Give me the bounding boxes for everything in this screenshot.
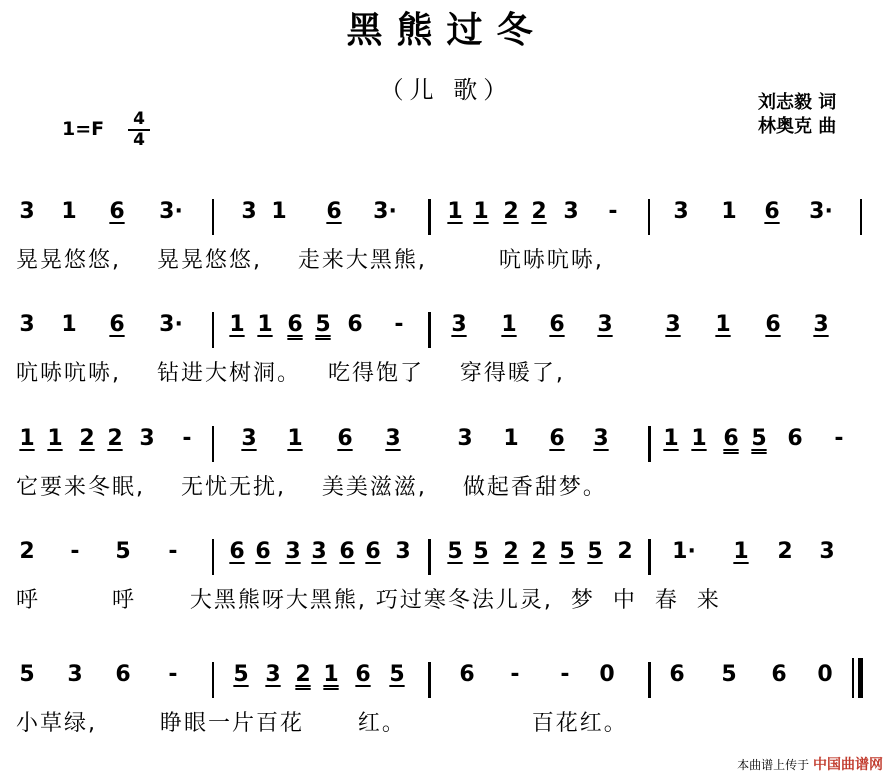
- note: 3: [819, 539, 835, 564]
- note: 6: [669, 662, 685, 687]
- note: 6: [287, 312, 303, 337]
- note: 6: [347, 312, 363, 337]
- bar-line: [428, 539, 431, 575]
- note: 5: [315, 312, 331, 337]
- bar-line: [212, 312, 214, 348]
- note: 3: [241, 426, 257, 451]
- note: 1: [691, 426, 707, 451]
- bar-line: [212, 539, 214, 575]
- score-line-1: [0, 199, 893, 289]
- note: 3: [563, 199, 579, 224]
- note: 5: [233, 662, 249, 687]
- note: 2: [503, 539, 519, 564]
- note: 1: [61, 312, 77, 337]
- note: 3·: [809, 199, 833, 224]
- note: 6: [109, 199, 125, 224]
- note: 5: [721, 662, 737, 687]
- note: 2: [503, 199, 519, 224]
- note: 5: [19, 662, 35, 687]
- note: 3: [673, 199, 689, 224]
- bar-line: [428, 199, 431, 235]
- notation-line: [0, 199, 893, 235]
- note: 3: [311, 539, 327, 564]
- note: -: [510, 662, 520, 687]
- note: 1: [721, 199, 737, 224]
- note: 3: [139, 426, 155, 451]
- lyric-line: 它要来冬眠, 无忧无扰, 美美滋滋, 做起香甜梦。: [16, 475, 607, 500]
- note: 6: [764, 199, 780, 224]
- note: 1: [733, 539, 749, 564]
- note: 6: [765, 312, 781, 337]
- note: 6: [459, 662, 475, 687]
- lyric-line: 晃晃悠悠, 晃晃悠悠, 走来大黑熊, 吭哧吭哧,: [16, 248, 604, 273]
- note: 5: [473, 539, 489, 564]
- note: 3: [385, 426, 401, 451]
- bar-line: [860, 199, 862, 235]
- note: 2: [531, 539, 547, 564]
- note: 0: [599, 662, 615, 687]
- note: 6: [355, 662, 371, 687]
- note: 6: [549, 312, 565, 337]
- note: 1: [19, 426, 35, 451]
- note: 6: [109, 312, 125, 337]
- note: 6: [337, 426, 353, 451]
- note: -: [560, 662, 570, 687]
- note: 1: [271, 199, 287, 224]
- note: 3·: [159, 312, 183, 337]
- note: 3: [265, 662, 281, 687]
- bar-line: [648, 539, 651, 575]
- note: 3: [593, 426, 609, 451]
- note: 6: [723, 426, 739, 451]
- lyricist-credit: 刘志毅 词: [758, 92, 837, 113]
- note: 3: [285, 539, 301, 564]
- note: 6: [255, 539, 271, 564]
- note: 5: [115, 539, 131, 564]
- note: 6: [115, 662, 131, 687]
- note: 3: [597, 312, 613, 337]
- note: -: [608, 199, 618, 224]
- note: 1: [663, 426, 679, 451]
- notation-line: [0, 426, 893, 462]
- note: 1: [473, 199, 489, 224]
- note: 5: [587, 539, 603, 564]
- bar-line: [648, 426, 651, 462]
- note: 6: [229, 539, 245, 564]
- note: 1: [47, 426, 63, 451]
- song-subtitle: （儿 歌）: [379, 76, 514, 104]
- key-signature: 1=F: [62, 118, 105, 140]
- note: 6: [365, 539, 381, 564]
- note: 1: [323, 662, 339, 687]
- note: 6: [771, 662, 787, 687]
- note: 5: [559, 539, 575, 564]
- time-signature: [128, 111, 150, 149]
- lyric-line: 小草绿, 睁眼一片百花 红。 百花红。: [16, 711, 628, 736]
- notation-line: [0, 312, 893, 348]
- note: 3: [813, 312, 829, 337]
- note: 6: [326, 199, 342, 224]
- note: -: [168, 539, 178, 564]
- bar-line: [648, 199, 650, 235]
- note: 5: [447, 539, 463, 564]
- note: 3: [395, 539, 411, 564]
- note: 3: [457, 426, 473, 451]
- note: 1: [229, 312, 245, 337]
- note: 3·: [373, 199, 397, 224]
- note: 5: [751, 426, 767, 451]
- note: 1·: [672, 539, 696, 564]
- bar-line: [212, 199, 214, 235]
- note: -: [182, 426, 192, 451]
- note: 3·: [159, 199, 183, 224]
- score-line-4: [0, 539, 893, 629]
- note: 3: [19, 199, 35, 224]
- note: 3: [241, 199, 257, 224]
- note: 2: [531, 199, 547, 224]
- note: -: [834, 426, 844, 451]
- note: 6: [339, 539, 355, 564]
- bar-line: [212, 426, 214, 462]
- note: 2: [295, 662, 311, 687]
- note: 1: [287, 426, 303, 451]
- note: 1: [61, 199, 77, 224]
- note: 3: [67, 662, 83, 687]
- score-line-2: [0, 312, 893, 402]
- note: 0: [817, 662, 833, 687]
- lyric-line: 吭哧吭哧, 钻进大树洞。 吃得饱了 穿得暖了,: [16, 361, 565, 386]
- note: 1: [503, 426, 519, 451]
- notation-line: [0, 662, 893, 698]
- note: 1: [257, 312, 273, 337]
- notation-line: [0, 539, 893, 575]
- note: 2: [617, 539, 633, 564]
- note: 2: [777, 539, 793, 564]
- note: -: [168, 662, 178, 687]
- note: 2: [79, 426, 95, 451]
- meter-top: 4: [133, 109, 145, 129]
- score-line-3: [0, 426, 893, 516]
- bar-line: [648, 662, 651, 698]
- note: -: [394, 312, 404, 337]
- note: 6: [787, 426, 803, 451]
- note: -: [70, 539, 80, 564]
- note: 2: [107, 426, 123, 451]
- lyric-line: 呼 呼 大黑熊呀大黑熊, 巧过寒冬法儿灵, 梦 中 春 来: [16, 588, 721, 613]
- note: 1: [447, 199, 463, 224]
- bar-line: [428, 662, 431, 698]
- composer-credit: 林奥克 曲: [758, 116, 837, 137]
- note: 3: [665, 312, 681, 337]
- bar-line: [428, 312, 431, 348]
- song-title: 黑熊过冬: [346, 10, 547, 51]
- meter-bottom: 4: [133, 130, 145, 150]
- site-logo[interactable]: 中国曲谱网: [813, 757, 883, 773]
- note: 1: [501, 312, 517, 337]
- note: 5: [389, 662, 405, 687]
- upload-credit-text: 本曲谱上传于: [737, 758, 810, 772]
- note: 2: [19, 539, 35, 564]
- note: 6: [549, 426, 565, 451]
- score-line-5: [0, 662, 893, 752]
- note: 1: [715, 312, 731, 337]
- note: 3: [19, 312, 35, 337]
- note: 3: [451, 312, 467, 337]
- bar-line: [212, 662, 214, 698]
- upload-credit: [737, 754, 883, 774]
